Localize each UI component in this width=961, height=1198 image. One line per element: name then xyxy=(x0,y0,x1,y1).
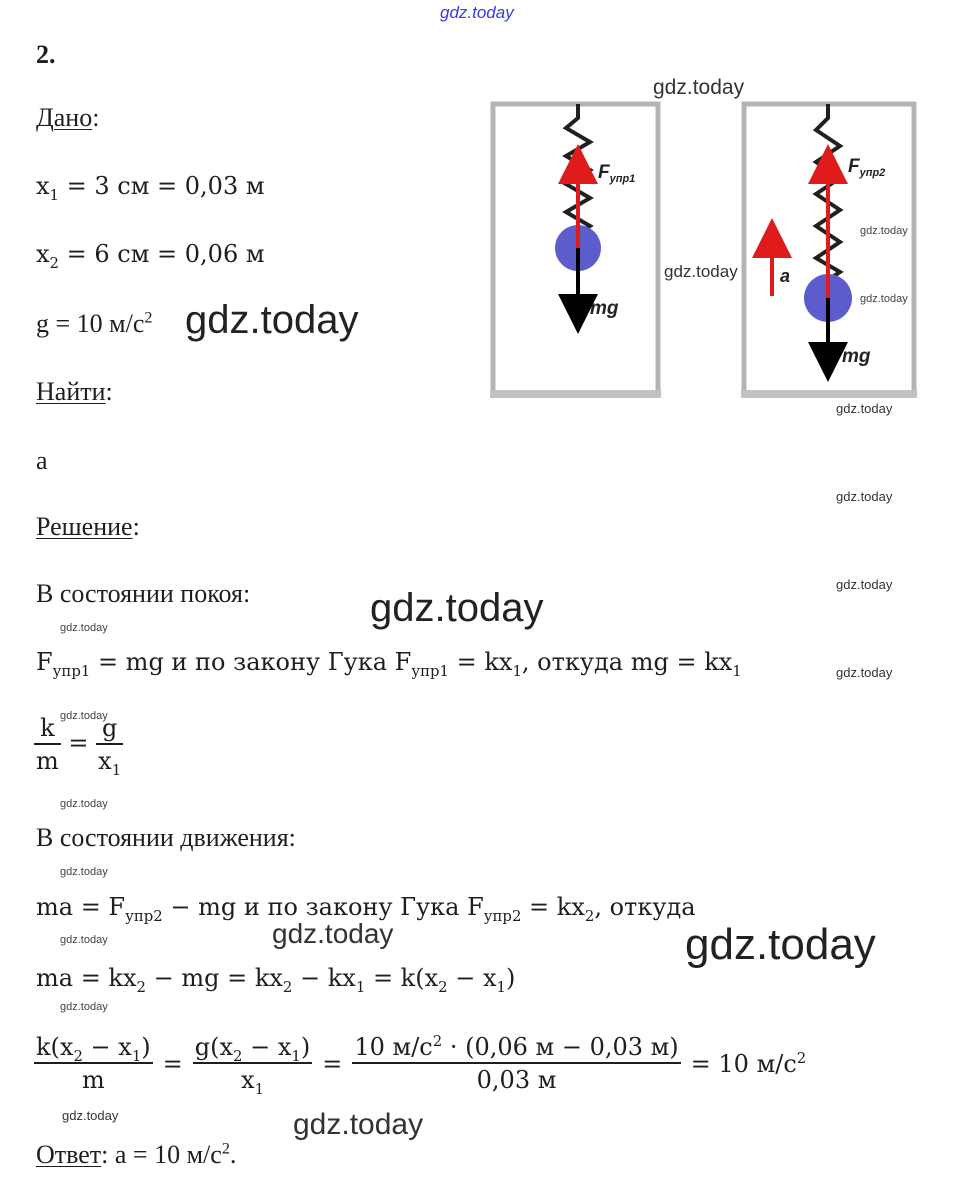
left-weight-label: mg xyxy=(590,298,619,319)
given-label: Дано xyxy=(36,103,93,132)
motion-eq-part: = kx xyxy=(521,893,585,921)
watermark: gdz.today xyxy=(185,298,359,342)
watermark: gdz.today xyxy=(664,262,738,281)
watermark: gdz.today xyxy=(60,866,108,878)
rest-eq-sub: упр1 xyxy=(52,661,91,680)
right-force-label: $F_{упр2}$ xyxy=(848,156,886,179)
eq2-sub: 1 xyxy=(355,977,366,996)
equals-sign: = xyxy=(162,1049,183,1078)
den-var: x xyxy=(98,747,112,775)
fraction-final-1 xyxy=(34,1033,153,1094)
fraction-final-2 xyxy=(193,1033,312,1098)
result-exp: 2 xyxy=(796,1048,807,1067)
watermark: gdz.today xyxy=(860,225,908,237)
rest-heading: В состоянии покоя: xyxy=(36,579,251,608)
den-sub: 1 xyxy=(111,760,122,779)
frac-den: 0,03 м xyxy=(352,1062,680,1094)
frac-num: k xyxy=(40,714,55,742)
given-g xyxy=(36,309,152,339)
rest-eq-part: = mg и по закону Гука F xyxy=(90,648,412,676)
watermark: gdz.today xyxy=(370,586,544,630)
find-colon: : xyxy=(105,377,113,406)
motion-eq-part: , откуда xyxy=(594,893,696,921)
ratio-equation xyxy=(34,714,123,779)
frac-num: g xyxy=(101,714,118,742)
rest-eq-part: = kx xyxy=(448,648,513,676)
x2-var: x xyxy=(36,240,50,268)
equals-sign: = xyxy=(322,1049,343,1078)
eq2-part: − mg = kx xyxy=(145,964,283,992)
fraction-k-over-m xyxy=(34,714,61,775)
eq2-part: = k(x xyxy=(365,964,439,992)
num-sub: 2 xyxy=(73,1046,83,1065)
watermark: gdz.today xyxy=(836,665,893,680)
motion-eq-sub: упр2 xyxy=(483,906,522,925)
num-sub: 2 xyxy=(233,1046,243,1065)
num-part: − x xyxy=(82,1033,132,1061)
given-heading xyxy=(36,103,99,133)
given-colon: : xyxy=(92,103,100,132)
result-text: = 10 м/с xyxy=(690,1049,797,1078)
watermark: gdz.today xyxy=(272,918,394,949)
rest-eq-sub: упр1 xyxy=(411,661,449,680)
num-exp: 2 xyxy=(432,1032,443,1050)
rest-eq-sub: 1 xyxy=(732,661,742,680)
eq2-part: − x xyxy=(447,964,497,992)
motion-equation-2 xyxy=(36,964,516,996)
motion-heading: В состоянии движения: xyxy=(36,823,296,852)
find-heading xyxy=(36,377,113,407)
eq2-part: ) xyxy=(505,964,516,992)
given-x2 xyxy=(36,240,265,272)
find-value: a xyxy=(36,446,48,475)
frac-num xyxy=(34,1033,153,1065)
frac-num xyxy=(193,1033,312,1065)
frac-den: m xyxy=(34,743,61,775)
given-x1 xyxy=(36,172,265,204)
watermark: gdz.today xyxy=(293,1108,424,1141)
watermark: gdz.today xyxy=(653,76,745,99)
rest-eq-part: F xyxy=(36,648,53,676)
motion-eq-sub: упр2 xyxy=(125,906,163,925)
x2-sub: 2 xyxy=(49,253,60,272)
watermark: gdz.today xyxy=(60,1001,108,1013)
rest-eq-sub: 1 xyxy=(512,661,522,680)
watermark: gdz.today xyxy=(685,920,876,969)
rest-equation xyxy=(36,648,742,680)
motion-eq-part: ma = F xyxy=(36,893,126,921)
equals-sign: = xyxy=(68,729,89,757)
eq2-sub: 2 xyxy=(282,977,293,996)
num-sub: 1 xyxy=(291,1046,301,1065)
x2-value: = 6 см = 0,06 м xyxy=(66,240,265,268)
eq2-sub: 1 xyxy=(496,977,506,996)
watermark: gdz.today xyxy=(860,293,908,305)
answer-end: . xyxy=(229,1140,237,1169)
num-part: 10 м/с xyxy=(354,1033,433,1061)
num-part: g(x xyxy=(194,1033,234,1061)
x1-value: = 3 см = 0,03 м xyxy=(66,172,265,200)
num-part: k(x xyxy=(36,1033,74,1061)
answer-label: Ответ xyxy=(36,1140,102,1169)
watermark: gdz.today xyxy=(836,489,893,504)
solution-heading xyxy=(36,512,140,542)
num-part: · (0,06 м − 0,03 м) xyxy=(442,1033,679,1061)
num-part: − x xyxy=(242,1033,292,1061)
g-exp: 2 xyxy=(144,309,153,327)
problem-number: 2. xyxy=(36,40,56,69)
final-equation xyxy=(34,1032,807,1098)
fraction-final-3 xyxy=(352,1033,680,1094)
rest-eq-part: , откуда mg = kx xyxy=(521,648,733,676)
header-watermark: gdz.today xyxy=(440,3,514,22)
spring-diagram xyxy=(490,100,920,405)
num-part: ) xyxy=(141,1033,151,1061)
final-result xyxy=(691,1050,807,1078)
answer-exp: 2 xyxy=(221,1140,230,1158)
right-weight-label: mg xyxy=(842,346,871,367)
num-part: ) xyxy=(300,1033,311,1061)
x1-var: x xyxy=(36,172,50,200)
watermark: gdz.today xyxy=(60,934,108,946)
fraction-g-over-x1 xyxy=(96,714,123,779)
solution-label: Решение xyxy=(36,512,133,541)
acceleration-label: a xyxy=(780,266,791,286)
watermark: gdz.today xyxy=(60,798,108,810)
eq2-part: − kx xyxy=(292,964,356,992)
eq2-sub: 2 xyxy=(136,977,146,996)
answer xyxy=(36,1140,236,1170)
watermark: gdz.today xyxy=(836,577,893,592)
motion-eq-sub: 2 xyxy=(584,906,595,925)
left-force-label: $F_{упр1}$ xyxy=(598,162,636,185)
motion-eq-part: − mg и по закону Гука F xyxy=(162,893,484,921)
x1-sub: 1 xyxy=(49,185,60,204)
watermark: gdz.today xyxy=(62,1108,119,1123)
watermark: gdz.today xyxy=(836,401,893,416)
den-sub: 1 xyxy=(254,1079,265,1098)
solution-colon: : xyxy=(132,512,140,541)
find-label: Найти xyxy=(36,377,106,406)
motion-equation xyxy=(36,893,696,925)
answer-text: : a = 10 м/с xyxy=(101,1140,222,1169)
frac-den xyxy=(193,1062,312,1098)
frac-den: m xyxy=(34,1062,153,1094)
eq2-sub: 2 xyxy=(438,977,448,996)
frac-den xyxy=(96,743,123,779)
g-value: g = 10 м/с xyxy=(36,309,145,338)
frac-num xyxy=(352,1033,680,1062)
watermark: gdz.today xyxy=(60,710,108,722)
den-var: x xyxy=(241,1066,255,1094)
eq2-part: ma = kx xyxy=(36,964,137,992)
num-sub: 1 xyxy=(131,1046,142,1065)
watermark: gdz.today xyxy=(60,622,108,634)
